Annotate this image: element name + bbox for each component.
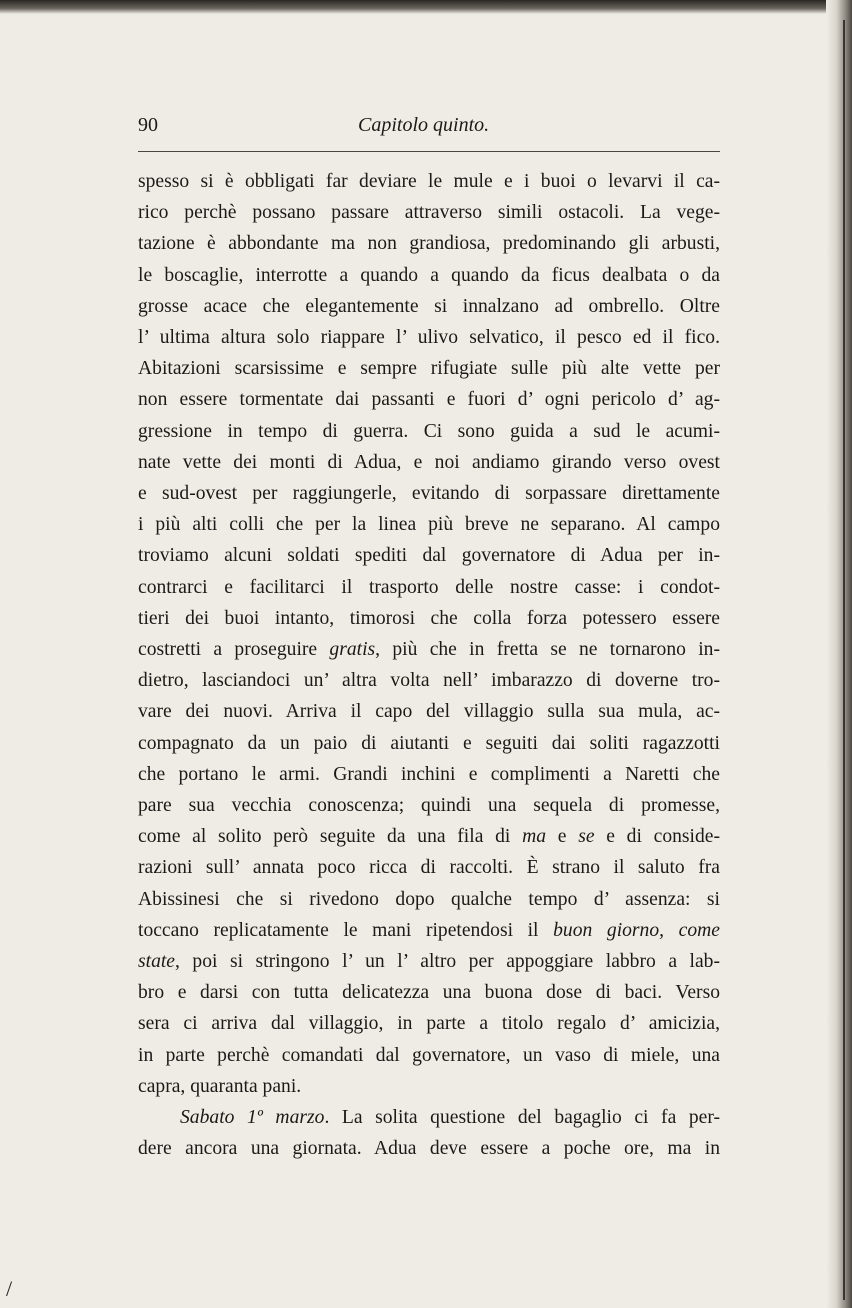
- text-segment: grosse acace che elegantemente si innalzano ad ombrello. Oltre: [138, 295, 720, 317]
- text-line: [138, 946, 720, 977]
- text-segment: costretti a proseguire: [138, 639, 330, 661]
- italic-text: ma: [522, 826, 547, 848]
- italic-text: se: [578, 826, 595, 848]
- text-line: [138, 1071, 720, 1102]
- text-segment: tazione è abbondante ma non grandiosa, predominando gli arbusti,: [138, 233, 720, 255]
- text-segment: pare sua vecchia conoscenza; quindi una sequela di promesse,: [138, 795, 720, 817]
- text-segment: rico perchè possano passare attraverso simili ostacoli. La vege-: [138, 202, 720, 224]
- text-line: [138, 384, 720, 415]
- text-line: [138, 977, 720, 1008]
- text-segment: capra, quaranta pani.: [138, 1075, 302, 1097]
- text-segment: che portano le armi. Grandi inchini e complimenti a Naretti che: [138, 763, 720, 785]
- text-segment: e sud-ovest per raggiungerle, evitando di sorpassare direttamente: [138, 483, 720, 505]
- text-segment: Abissinesi che si rivedono dopo qualche tempo d’ assenza: si: [138, 888, 720, 910]
- text-line: [138, 852, 720, 883]
- text-segment: . La solita questione del bagaglio ci fa per-: [324, 1107, 721, 1129]
- text-line: [138, 478, 720, 509]
- text-line: [138, 540, 720, 571]
- text-segment: nate vette dei monti di Adua, e noi andiamo girando verso ovest: [138, 451, 720, 473]
- text-segment: tieri dei buoi intanto, timorosi che colla forza potessero essere: [138, 607, 720, 629]
- italic-text: gratis: [329, 639, 376, 661]
- text-line: [138, 634, 720, 665]
- text-line: [138, 353, 720, 384]
- text-line: [138, 759, 720, 790]
- text-line: [138, 447, 720, 478]
- text-line: [138, 1040, 720, 1071]
- text-segment: spesso si è obbligati far deviare le mule e i buoi o levarvi il ca-: [138, 171, 720, 192]
- text-line: [138, 1008, 720, 1039]
- text-line: [138, 291, 720, 322]
- text-line: [138, 572, 720, 603]
- text-segment: compagnato da un paio di aiutanti e seguiti dai soliti ragazzotti: [138, 732, 720, 754]
- text-segment: come al solito però seguite da una fila di: [138, 826, 523, 848]
- text-line: [138, 260, 720, 291]
- text-segment: i più alti colli che per la linea più breve ne separano. Al campo: [138, 514, 720, 536]
- text-line: [138, 1102, 720, 1133]
- text-line: [138, 728, 720, 759]
- text-segment: , più che in fretta se ne tornarono in-: [375, 639, 721, 661]
- text-line: [138, 197, 720, 228]
- text-line: [138, 790, 720, 821]
- page-header: [138, 114, 720, 144]
- text-line: [138, 915, 720, 946]
- text-segment: bro e darsi con tutta delicatezza una buona dose di baci. Verso: [138, 982, 720, 1004]
- text-line: [138, 416, 720, 447]
- italic-text: state: [138, 951, 176, 973]
- text-line: [138, 166, 720, 197]
- running-head: Capitolo quinto.: [358, 114, 490, 136]
- text-line: [138, 665, 720, 696]
- text-segment: gressione in tempo di guerra. Ci sono guida a sud le acumi-: [138, 420, 720, 442]
- text-segment: troviamo alcuni soldati spediti dal governatore di Adua per in-: [138, 545, 720, 567]
- text-line: [138, 509, 720, 540]
- header-rule: [138, 151, 720, 152]
- text-segment: vare dei nuovi. Arriva il capo del villaggio sulla sua mula, ac-: [138, 701, 720, 723]
- text-line: [138, 1133, 720, 1164]
- text-segment: e: [546, 826, 579, 848]
- body-text: [138, 166, 720, 1165]
- text-segment: contrarci e facilitarci il trasporto delle nostre casse: i condot-: [138, 576, 720, 598]
- text-line: [138, 228, 720, 259]
- margin-mark: /: [6, 1276, 13, 1301]
- text-segment: in parte perchè comandati dal governatore, un vaso di miele, una: [138, 1044, 720, 1066]
- text-segment: razioni sull’ annata poco ricca di raccolti. È strano il saluto fra: [138, 857, 720, 879]
- text-line: [138, 696, 720, 727]
- text-segment: e di conside-: [594, 826, 721, 848]
- text-line: [138, 322, 720, 353]
- text-segment: sera ci arriva dal villaggio, in parte a titolo regalo d’ amicizia,: [138, 1013, 720, 1035]
- text-line: [138, 821, 720, 852]
- text-segment: toccano replicatamente le mani ripetendosi il: [138, 919, 554, 941]
- page-number: 90: [138, 114, 158, 136]
- text-segment: non essere tormentate dai passanti e fuori d’ ogni pericolo d’ ag-: [138, 389, 720, 411]
- text-segment: Abitazioni scarsissime e sempre rifugiate sulle più alte vette per: [138, 358, 720, 380]
- italic-text: Sabato 1º marzo: [180, 1107, 325, 1129]
- text-line: [138, 884, 720, 915]
- italic-text: buon giorno, come: [553, 919, 720, 941]
- text-segment: le boscaglie, interrotte a quando a quando da ficus dealbata o da: [138, 264, 720, 286]
- text-segment: l’ ultima altura solo riappare l’ ulivo selvatico, il pesco ed il fico.: [138, 327, 720, 349]
- text-segment: , poi si stringono l’ un l’ altro per appoggiare labbro a lab-: [175, 951, 720, 973]
- text-line: [138, 603, 720, 634]
- text-segment: dere ancora una giornata. Adua deve essere a poche ore, ma in: [138, 1138, 720, 1160]
- text-segment: dietro, lasciandoci un’ altra volta nell’ imbarazzo di doverne tro-: [138, 670, 720, 692]
